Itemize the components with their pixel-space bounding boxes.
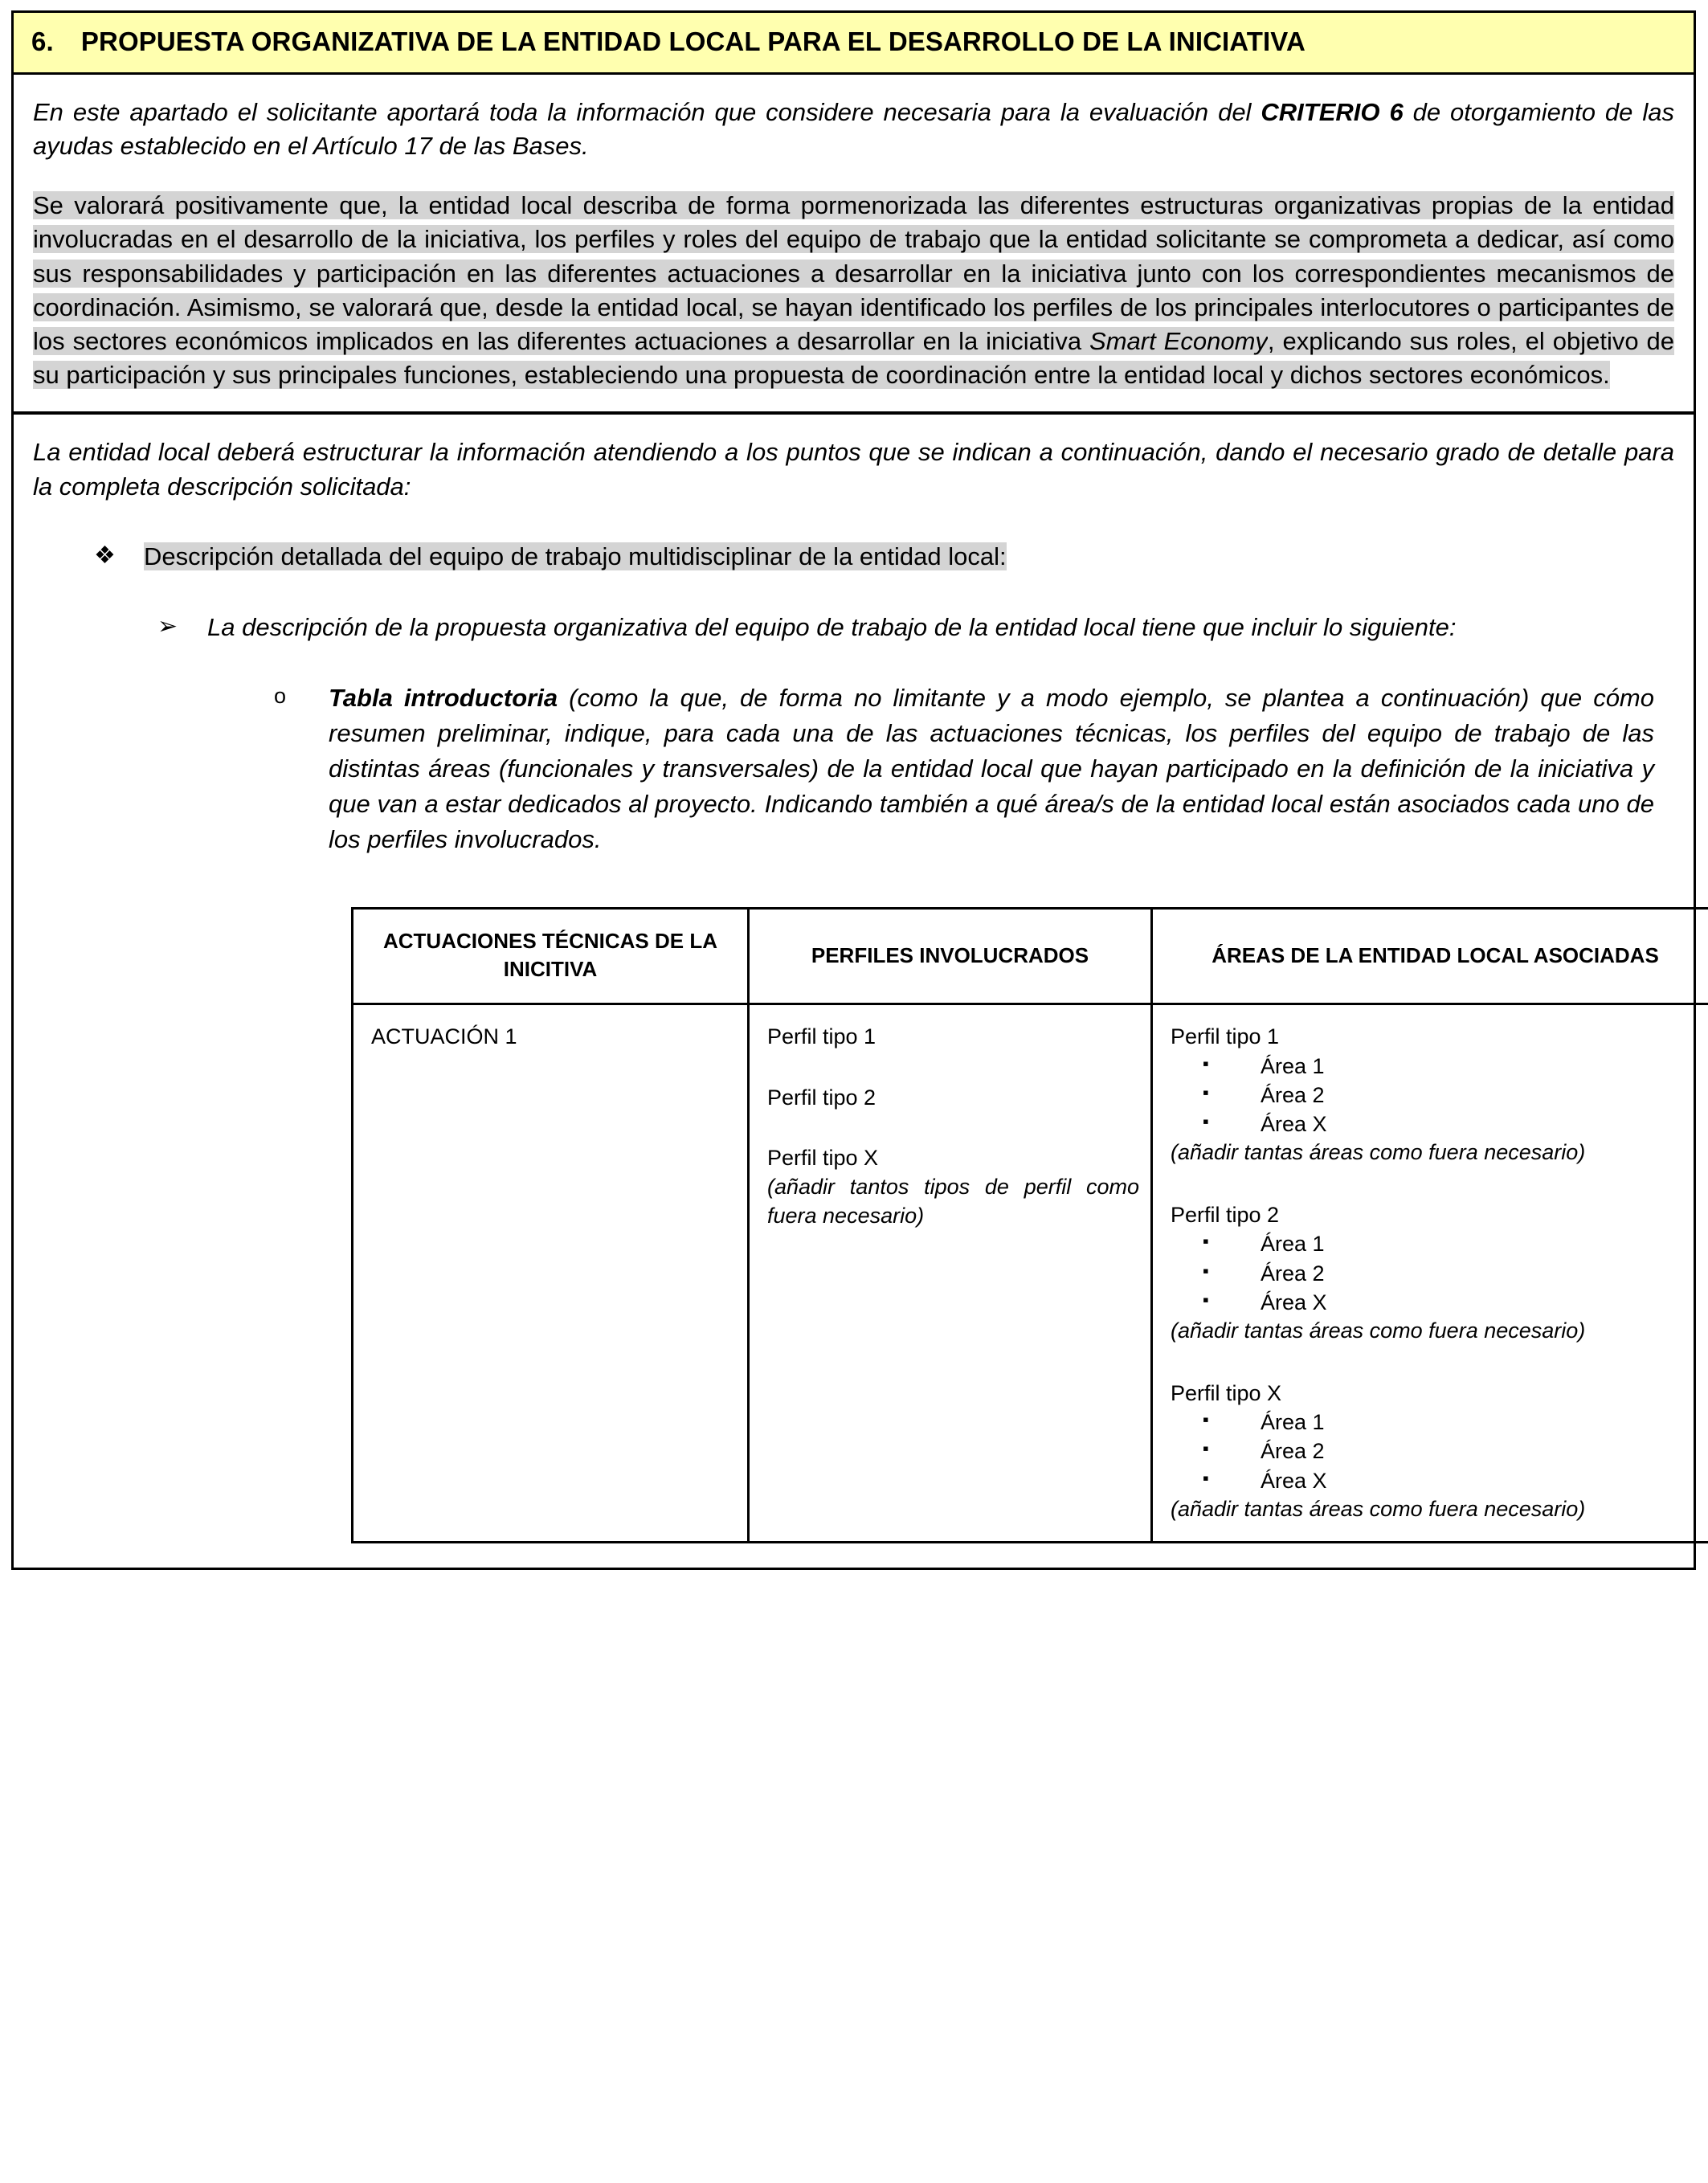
intro-p1-before: En este apartado el solicitante aportará toda la información que considere necesaria para la evaluación del (33, 98, 1261, 126)
areas-note: (añadir tantas áreas como fuera necesario) (1171, 1318, 1586, 1343)
area-label: Área 1 (1261, 1232, 1325, 1257)
area-label: Área X (1261, 1290, 1327, 1314)
perfil-note: (añadir tantos tipos de perfil como fuera necesario) (767, 1174, 1139, 1228)
perfil-name: Perfil tipo 1 (767, 1024, 876, 1049)
intro-cell (14, 75, 1694, 415)
square-bullet-icon: ▪ (1203, 1081, 1209, 1102)
square-bullet-icon: ▪ (1203, 1467, 1209, 1488)
area-label: Área 2 (1261, 1439, 1325, 1464)
areas-group-perfil: Perfil tipo 1 (1171, 1024, 1280, 1049)
body-lead-paragraph: La entidad local deberá estructurar la información atendiendo a los puntos que se indican a continuación, dando el necesario grado de detalle para la completa descripción solicitada: (33, 438, 1674, 501)
area-label: Área X (1261, 1112, 1327, 1137)
area-label: Área 2 (1261, 1261, 1325, 1286)
circle-bullet-icon: o (274, 684, 287, 709)
bullet-level2 (33, 610, 1674, 645)
table-header-row (353, 909, 1708, 1004)
square-bullet-icon: ▪ (1203, 1260, 1209, 1281)
body-cell (14, 415, 1694, 1568)
areas-note: (añadir tantas áreas como fuera necesario) (1171, 1496, 1586, 1521)
actuacion-label: ACTUACIÓN 1 (371, 1024, 517, 1049)
example-table-wrapper (33, 889, 1674, 1543)
criterio-label: CRITERIO 6 (1261, 98, 1404, 126)
areas-note: (añadir tantas áreas como fuera necesario) (1171, 1140, 1586, 1165)
area-item (1171, 1288, 1706, 1317)
perfil-block (767, 1084, 1139, 1113)
perfil-name: Perfil tipo 2 (767, 1085, 876, 1110)
area-label: Área 2 (1261, 1082, 1325, 1107)
area-item (1171, 1110, 1706, 1139)
intro-p1-after: de otorgamiento de las ayudas establecido en el Artículo 17 de las Bases. (33, 98, 1674, 161)
square-bullet-icon: ▪ (1203, 1053, 1209, 1073)
column-header-perfiles: PERFILES INVOLUCRADOS (749, 909, 1152, 1004)
areas-group (1171, 1201, 1706, 1346)
bullet-level3-label (329, 681, 1654, 857)
area-label: Área X (1261, 1468, 1327, 1493)
section-number: 6. (31, 27, 54, 56)
bullet-level1-label: Descripción detallada del equipo de trabajo multidisciplinar de la entidad local: (144, 542, 1007, 570)
example-table (351, 907, 1708, 1543)
square-bullet-icon: ▪ (1203, 1231, 1209, 1252)
perfil-block (767, 1144, 1139, 1230)
area-item (1171, 1466, 1706, 1495)
cell-areas (1152, 1004, 1708, 1543)
diamond-bullet-icon: ❖ (94, 542, 116, 569)
bullet-level3 (33, 681, 1674, 857)
areas-group (1171, 1023, 1706, 1167)
intro-paragraph-2 (33, 189, 1674, 392)
perfil-block (767, 1023, 1139, 1052)
intro-p2-part1: Se valorará positivamente que, la entidad local describa de forma pormenorizada las diferentes estructuras organizativas propias de la entidad involucradas en el desarrollo de la iniciativa, los perfiles y roles del equipo de trabajo que la entidad solicitante se comprometa a dedicar, así como sus responsabilidades y participación en las diferentes actuaciones a desarrollar en la iniciativa junto con los correspondientes mecanismos de coordinación. Asimismo, se valorará que, desde la entidad local, se hayan identificado los perfiles de los principales interlocutores o participantes de los sectores económicos implicados en las diferentes actuaciones a desarrollar en la iniciativa (33, 191, 1674, 355)
area-label: Área 1 (1261, 1410, 1325, 1435)
area-item (1171, 1229, 1706, 1258)
areas-group (1171, 1380, 1706, 1524)
intro-p2-part2: , explicando sus roles, el objetivo de su participación y sus principales funciones, estableciendo una propuesta de coordinación entre la entidad local y dichos sectores económicos. (33, 326, 1675, 390)
area-label: Área 1 (1261, 1053, 1325, 1078)
bullet-level3-body: (como la que, de forma no limitante y a modo ejemplo, se plantea a continuación) que cómo resumen preliminar, indique, para cada una de las actuaciones técnicas, los perfiles del equipo de trabajo de las distintas áreas (funcionales y transversales) de la entidad local que hayan participado en la definición de la iniciativa y que van a estar dedicados al proyecto. Indicando también a qué área/s de la entidad local están asociados cada uno de los perfiles involucrados. (329, 684, 1654, 854)
area-item (1171, 1259, 1706, 1288)
perfil-name: Perfil tipo X (767, 1146, 879, 1171)
area-item (1171, 1437, 1706, 1466)
square-bullet-icon: ▪ (1203, 1438, 1209, 1459)
column-header-areas: ÁREAS DE LA ENTIDAD LOCAL ASOCIADAS (1152, 909, 1708, 1004)
tabla-introductoria-term: Tabla introductoria (329, 684, 558, 713)
area-item (1171, 1081, 1706, 1110)
cell-perfiles (749, 1004, 1152, 1543)
column-header-actuaciones: ACTUACIONES TÉCNICAS DE LA INICITIVA (353, 909, 749, 1004)
square-bullet-icon: ▪ (1203, 1409, 1209, 1430)
bullet-level2-label: La descripción de la propuesta organizativa del equipo de trabajo de la entidad local tiene que incluir lo siguiente: (207, 613, 1457, 642)
cell-actuacion (353, 1004, 749, 1543)
area-item (1171, 1052, 1706, 1081)
areas-group-perfil: Perfil tipo 2 (1171, 1202, 1280, 1227)
square-bullet-icon: ▪ (1203, 1111, 1209, 1132)
intro-paragraph-1 (33, 96, 1674, 163)
table-row (353, 1004, 1708, 1543)
square-bullet-icon: ▪ (1203, 1289, 1209, 1310)
section-header (14, 13, 1694, 75)
area-item (1171, 1408, 1706, 1437)
smart-economy-term: Smart Economy (1089, 326, 1268, 355)
bullet-level1 (33, 540, 1674, 574)
section-frame (11, 10, 1696, 1570)
section-title: PROPUESTA ORGANIZATIVA DE LA ENTIDAD LOCAL PARA EL DESARROLLO DE LA INICIATIVA (80, 27, 1306, 56)
arrowhead-bullet-icon: ➢ (157, 613, 178, 640)
areas-group-perfil: Perfil tipo X (1171, 1380, 1282, 1405)
